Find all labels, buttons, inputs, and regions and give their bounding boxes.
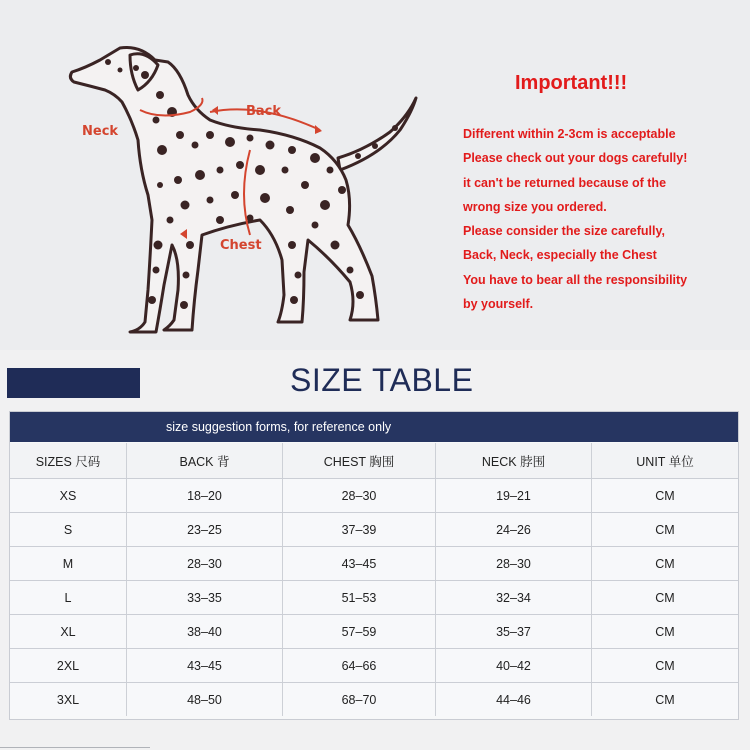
- note-line: Please consider the size carefully,: [463, 224, 665, 239]
- table-row: [10, 581, 738, 615]
- table-caption: size suggestion forms, for reference only: [166, 420, 392, 434]
- size-cell: L: [10, 581, 127, 614]
- header-unit: UNIT 单位: [636, 454, 694, 469]
- neck-label: Neck: [82, 124, 119, 139]
- note-line: Please check out your dogs carefully!: [463, 151, 688, 166]
- dalmatian-illustration: [60, 20, 430, 350]
- back-label: Back: [246, 104, 282, 119]
- back-cell: 28–30: [127, 547, 283, 580]
- neck-cell: 19–21: [436, 479, 592, 512]
- chest-label: Chest: [220, 238, 262, 253]
- unit-cell: CM: [655, 590, 675, 605]
- neck-cell: 35–37: [436, 615, 592, 648]
- size-cell: XL: [10, 615, 127, 648]
- back-cell: 38–40: [127, 615, 283, 648]
- important-notes: [463, 122, 748, 316]
- table-row: [10, 479, 738, 513]
- chest-cell: 43–45: [283, 547, 436, 580]
- neck-cell: 32–34: [436, 581, 592, 614]
- back-cell: 33–35: [127, 581, 283, 614]
- dog-icon: [60, 20, 430, 350]
- neck-cell: 40–42: [436, 649, 592, 682]
- table-row: [10, 683, 738, 716]
- size-cell: 2XL: [10, 649, 127, 682]
- size-cell: XS: [10, 479, 127, 512]
- note-line: Back, Neck, especially the Chest: [463, 248, 657, 263]
- chest-cell: 64–66: [283, 649, 436, 682]
- unit-cell: CM: [655, 488, 675, 503]
- unit-cell: CM: [655, 692, 675, 707]
- back-cell: 48–50: [127, 683, 283, 716]
- chest-cell: 37–39: [283, 513, 436, 546]
- chest-cell: 57–59: [283, 615, 436, 648]
- unit-cell: CM: [655, 556, 675, 571]
- note-line: it can't be returned because of the: [463, 175, 667, 190]
- note-line: wrong size you ordered.: [463, 199, 607, 214]
- table-caption-bar: [10, 412, 738, 442]
- back-cell: 23–25: [127, 513, 283, 546]
- note-line: Different within 2-3cm is acceptable: [463, 127, 676, 141]
- note-line: by yourself.: [463, 297, 534, 312]
- header-chest: CHEST 胸围: [283, 443, 436, 478]
- accent-bar: [7, 368, 140, 398]
- size-table: [9, 411, 739, 720]
- chest-cell: 68–70: [283, 683, 436, 716]
- divider: [0, 747, 150, 748]
- size-cell: S: [10, 513, 127, 546]
- table-row: [10, 615, 738, 649]
- size-cell: 3XL: [10, 683, 127, 716]
- unit-cell: CM: [655, 522, 675, 537]
- back-cell: 18–20: [127, 479, 283, 512]
- header-back: BACK 背: [127, 443, 283, 478]
- unit-cell: CM: [655, 658, 675, 673]
- size-cell: M: [10, 547, 127, 580]
- neck-cell: 44–46: [436, 683, 592, 716]
- neck-cell: 24–26: [436, 513, 592, 546]
- note-line: You have to bear all the responsibility: [463, 272, 688, 287]
- unit-cell: CM: [655, 624, 675, 639]
- header-sizes: SIZES 尺码: [10, 443, 127, 478]
- back-cell: 43–45: [127, 649, 283, 682]
- neck-cell: 28–30: [436, 547, 592, 580]
- table-row: [10, 649, 738, 683]
- size-table-title: SIZE TABLE: [290, 362, 474, 398]
- table-header-row: [10, 443, 738, 479]
- table-row: [10, 547, 738, 581]
- header-neck: NECK 脖围: [436, 443, 592, 478]
- chest-cell: 28–30: [283, 479, 436, 512]
- table-row: [10, 513, 738, 547]
- important-heading: Important!!!: [515, 72, 628, 94]
- chest-cell: 51–53: [283, 581, 436, 614]
